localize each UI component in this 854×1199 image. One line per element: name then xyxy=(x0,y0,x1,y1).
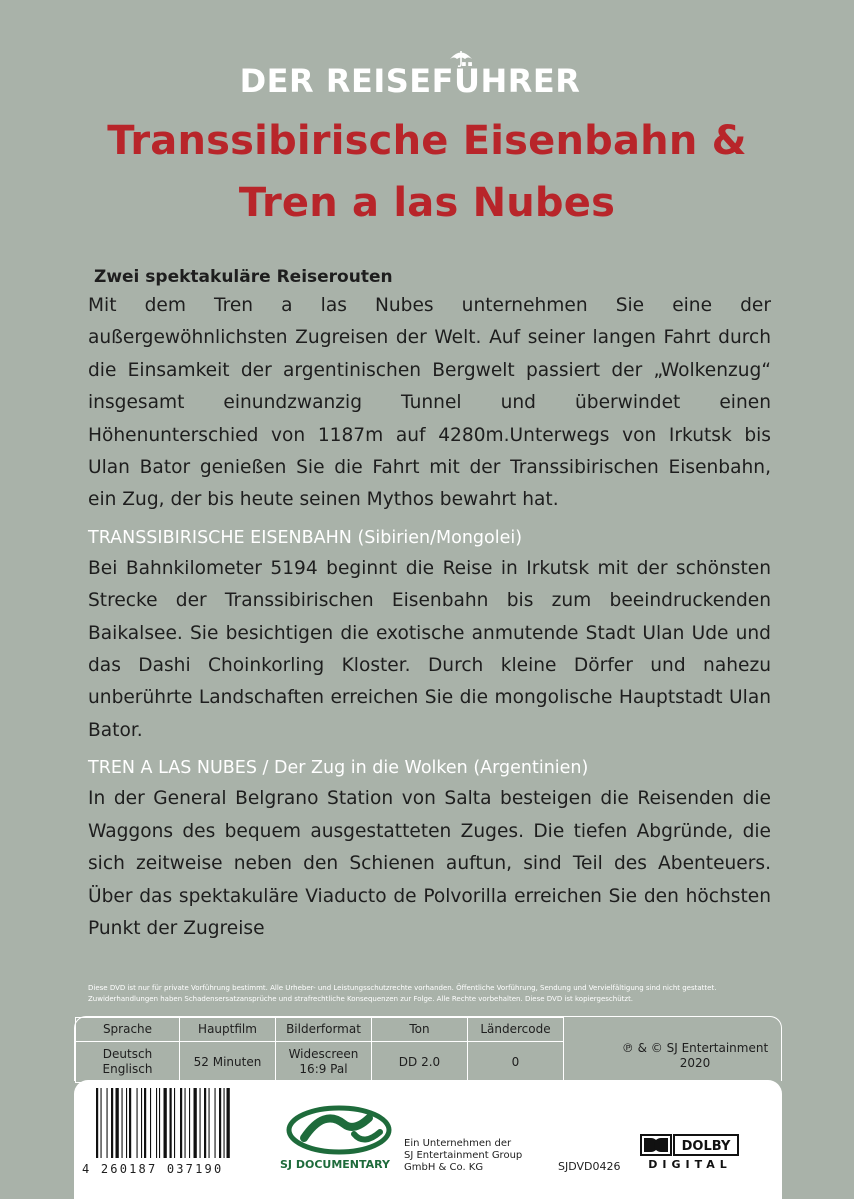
header-ton: Ton xyxy=(372,1018,468,1042)
barcode-bar xyxy=(174,1088,175,1158)
barcode-bar xyxy=(156,1088,157,1158)
barcode-bar xyxy=(107,1088,108,1158)
cell-hauptfilm: 52 Minuten xyxy=(180,1042,276,1083)
header-sprache: Sprache xyxy=(76,1018,180,1042)
barcode-bar xyxy=(164,1088,167,1158)
legal-line-1: Diese DVD ist nur für private Vorführung bestimmt. Alle Urheber- und Leistungsschutzrechte vorhanden. Öffentliche Vorführung, Sendung und Vervielfältigung sind nicht gestattet. xyxy=(88,984,717,992)
barcode-bar xyxy=(224,1088,225,1158)
barcode-bar xyxy=(180,1088,182,1158)
barcode-number: 4 260187 037190 xyxy=(82,1162,224,1176)
section-text-transsib: Bei Bahnkilometer 5194 beginnt die Reise in Irkutsk mit der schönsten Strecke der Transsibirischen Eisenbahn bis zum beeindruckenden Baikalsee. Sie besichtigen die exotische anmutende Stadt Ulan Ude und das Dashi Choinkorling Kloster. Durch kleine Dörfer und nahezu unberührte Landschaften erreichen Sie die mongolische Hauptstadt Ulan Bator. xyxy=(88,557,771,741)
cell-ton: DD 2.0 xyxy=(372,1042,468,1083)
barcode-bar xyxy=(227,1088,230,1158)
header-bilderformat: Bilderformat xyxy=(276,1018,372,1042)
barcode-bar xyxy=(150,1088,151,1158)
cell-sprache xyxy=(76,1042,180,1083)
section-text-nubes: In der General Belgrano Station von Salta besteigen die Reisenden die Waggons des bequem ausgestatteten Zuges. Die tiefen Abgründe, die sich zeitweise neben den Schienen auftun, sind Teil des Abenteuers. Über das spektakuläre Viaducto de Polvorilla erreichen Sie den höchsten Punkt der Zugreise xyxy=(88,788,771,939)
brand-title: DER REISEFÜHRER xyxy=(239,62,581,100)
barcode-bar xyxy=(116,1088,119,1158)
technical-info-table xyxy=(75,1017,564,1083)
cell-bilderformat xyxy=(276,1042,372,1083)
section-heading-transsib-caps: TRANSSIBIRISCHE EISENBAHN xyxy=(88,527,352,548)
barcode-bar xyxy=(122,1088,123,1158)
barcode-bar xyxy=(185,1088,186,1158)
barcode-bar xyxy=(111,1088,113,1158)
legal-notice xyxy=(88,983,778,1005)
footer-panel xyxy=(74,1080,782,1199)
sj-documentary-label: SJ DOCUMENTARY xyxy=(280,1158,390,1171)
barcode-bar xyxy=(215,1088,216,1158)
company-line-3: GmbH & Co. KG xyxy=(404,1162,484,1173)
company-info xyxy=(404,1138,522,1174)
section-heading-transsib xyxy=(88,523,771,553)
barcode-bar xyxy=(129,1088,131,1158)
main-title-line-1: Transsibirische Eisenbahn & xyxy=(107,118,747,164)
copyright-notice: ℗ & © SJ Entertainment 2020 xyxy=(621,1041,769,1070)
cell-sprache-2: Englisch xyxy=(102,1062,153,1076)
section-heading-nubes-rest: / Der Zug in die Wolken (Argentinien) xyxy=(256,758,589,779)
barcode-bar xyxy=(209,1088,210,1158)
section-heading-nubes xyxy=(88,753,771,783)
sj-documentary-logo xyxy=(284,1098,394,1158)
company-line-2: SJ Entertainment Group xyxy=(404,1150,523,1161)
technical-info-box xyxy=(74,1016,782,1081)
barcode-bar xyxy=(141,1088,142,1158)
barcode-bar xyxy=(200,1088,201,1158)
cell-sprache-1: Deutsch xyxy=(102,1047,153,1061)
barcode-bar xyxy=(96,1088,98,1158)
dolby-subtitle: DIGITAL xyxy=(648,1158,732,1170)
barcode-bar xyxy=(137,1088,138,1158)
cell-format-2: 16:9 Pal xyxy=(299,1062,348,1076)
barcode-bar xyxy=(194,1088,197,1158)
company-line-1: Ein Unternehmen der xyxy=(404,1138,512,1149)
dolby-word: DOLBY xyxy=(681,1139,731,1154)
barcode-bar xyxy=(144,1088,146,1158)
header-hauptfilm: Hauptfilm xyxy=(180,1018,276,1042)
barcode-bar xyxy=(189,1088,190,1158)
header-laendercode: Ländercode xyxy=(468,1018,564,1042)
barcode-bar xyxy=(170,1088,172,1158)
intro-text: Mit dem Tren a las Nubes unternehmen Sie eine der außergewöhnlichsten Zugreisen der Welt. Auf seiner langen Fahrt durch die Einsamkeit der argentinischen Bergwelt passiert der „Wolkenzug“ insgesamt einundzwanzig Tunnel und überwindet einen Höhenunterschied von 1187m auf 4280m.Unterwegs von Irkutsk bis Ulan Bator genießen Sie die Fahrt mit der Transsibirischen Eisenbahn, ein Zug, der bis heute seinen Mythos bewahrt hat. xyxy=(88,295,771,511)
description xyxy=(88,264,771,945)
barcode-bar xyxy=(204,1088,206,1158)
barcode-bar xyxy=(101,1088,102,1158)
dolby-digital-logo xyxy=(640,1134,740,1170)
barcode-bar xyxy=(159,1088,160,1158)
barcode xyxy=(94,1088,274,1158)
product-code: SJDVD0426 xyxy=(558,1160,621,1173)
main-title-line-2: Tren a las Nubes xyxy=(238,180,616,226)
section-heading-transsib-rest: (Sibirien/Mongolei) xyxy=(351,527,523,548)
barcode-bar xyxy=(219,1088,221,1158)
section-heading-nubes-caps: TREN A LAS NUBES xyxy=(88,758,257,779)
legal-line-2: Zuwiderhandlungen haben Schadensersatzansprüche und strafrechtliche Konsequenzen zur Folge. Alle Rechte vorbehalten. Diese DVD ist kopiergeschützt. xyxy=(88,995,634,1003)
intro-heading: Zwei spektakuläre Reiserouten xyxy=(94,267,393,287)
cell-laendercode: 0 xyxy=(468,1042,564,1083)
barcode-bar xyxy=(126,1088,127,1158)
cell-format-1: Widescreen xyxy=(288,1047,359,1061)
